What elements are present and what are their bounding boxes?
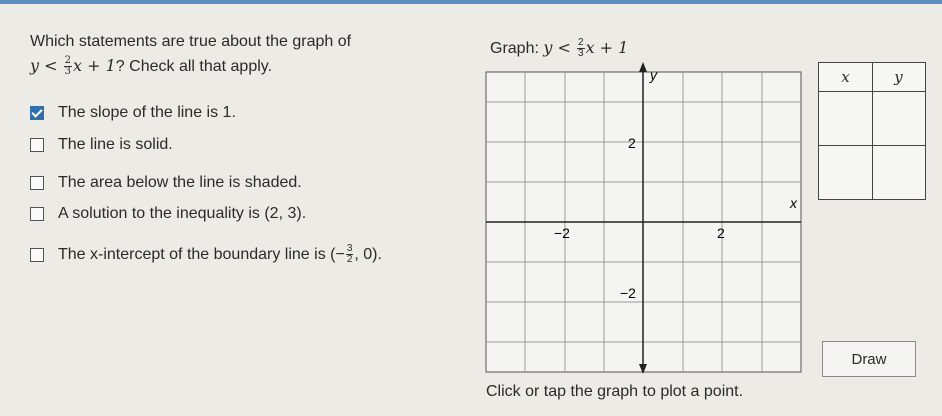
option-solution[interactable] [30, 205, 306, 223]
table-header-x: x [841, 68, 850, 86]
x-tick-neg2: −2 [554, 225, 570, 241]
inequality-fraction [64, 56, 72, 77]
question-text [30, 30, 410, 79]
ineq-op: < [44, 56, 58, 75]
option-label: The area below the line is shaded. [58, 174, 302, 191]
x-axis-label: x [790, 195, 797, 211]
checkbox[interactable] [30, 176, 44, 190]
y-tick-neg2: −2 [620, 285, 636, 301]
coordinate-graph[interactable] [482, 58, 804, 378]
xy-table[interactable] [818, 62, 926, 200]
option-label: A solution to the inequality is (2, 3). [58, 205, 307, 222]
graph-title [490, 38, 628, 59]
graph-title-tail: x + 1 [585, 38, 629, 57]
option-area-below[interactable] [30, 174, 302, 192]
y-axis-label: y [650, 67, 657, 83]
y-axis-arrow-up-icon [639, 62, 647, 72]
checkbox-checked[interactable] [30, 106, 44, 120]
frac-num: 3 [346, 243, 353, 254]
top-accent-bar [0, 0, 942, 4]
question-instruction: ? Check all that apply. [115, 58, 273, 75]
option-slope[interactable] [30, 104, 236, 122]
x-tick-2: 2 [717, 225, 725, 241]
table-divider [872, 63, 873, 199]
draw-button[interactable]: Draw [822, 341, 916, 377]
question-line1: Which statements are true about the graph of [30, 33, 352, 50]
option-label-pre: The x-intercept of the boundary line is (− [58, 245, 345, 263]
table-header-y: y [894, 68, 903, 86]
frac-num: 2 [578, 37, 584, 49]
option-label: The slope of the line is 1. [58, 104, 236, 121]
graph-instruction: Click or tap the graph to plot a point. [486, 383, 744, 400]
graph-title-fraction [577, 38, 585, 59]
frac-den: 3 [578, 48, 584, 60]
option-label-post: , 0). [354, 245, 382, 263]
option-fraction [346, 244, 354, 265]
y-tick-2: 2 [628, 135, 636, 151]
graph-title-ineq: y < [543, 38, 576, 57]
question-line2 [30, 54, 410, 79]
inequality [30, 56, 116, 75]
frac-den: 3 [64, 66, 72, 77]
frac-den: 2 [346, 254, 353, 265]
option-label: The line is solid. [58, 136, 173, 153]
option-x-intercept[interactable] [30, 244, 382, 265]
checkbox[interactable] [30, 248, 44, 262]
graph-title-prefix: Graph: [490, 40, 539, 57]
ineq-y: y [30, 56, 40, 75]
checkbox[interactable] [30, 207, 44, 221]
ineq-tail: x + 1 [73, 56, 116, 75]
option-solid-line[interactable] [30, 136, 173, 154]
frac-num: 2 [64, 55, 72, 66]
checkbox[interactable] [30, 138, 44, 152]
